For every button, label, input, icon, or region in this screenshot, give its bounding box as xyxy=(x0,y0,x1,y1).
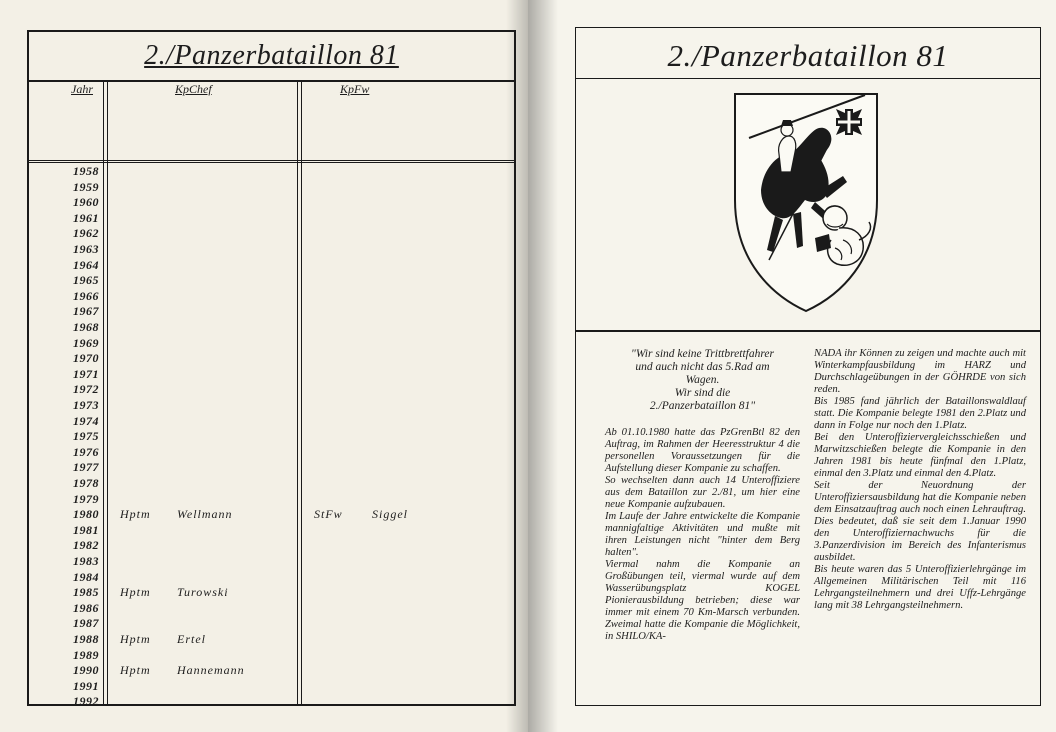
year-cell: 1979 xyxy=(73,491,99,506)
table-row xyxy=(29,601,514,617)
table-row xyxy=(29,460,514,476)
table-row xyxy=(29,445,514,461)
year-cell: 1968 xyxy=(73,320,99,334)
iron-cross-icon xyxy=(836,109,862,135)
quote-line: und auch nicht das 5.Rad am xyxy=(635,361,770,373)
table-row xyxy=(29,226,514,242)
chief-rank-cell: Hptm xyxy=(120,663,151,678)
year-cell: 1963 xyxy=(73,242,99,256)
header-company-sergeant: KpFw xyxy=(340,82,370,96)
table-row xyxy=(29,507,514,523)
table-row xyxy=(29,648,514,664)
year-cell: 1960 xyxy=(73,195,99,210)
year-cell: 1970 xyxy=(73,351,99,366)
table-row xyxy=(29,211,514,227)
paragraph: NADA ihr Können zu zeigen und machte auch mit Winterkampfausbildung im HARZ und Durchschlageübungen in der GÖHRDE von sich reden. xyxy=(814,348,1026,395)
table-row xyxy=(29,398,514,414)
paragraph: Bis 1985 fand jährlich der Bataillonswaldlauf statt. Die Kompanie belegte 1981 den 2.Platz und dann in Folge nur noch den 1.Platz. xyxy=(814,396,1026,431)
year-cell: 1987 xyxy=(73,616,99,631)
paragraph: Viermal nahm die Kompanie an Großübungen teil, viermal wurde auf dem Wasserübungsplatz KOGEL Pionierausbildung betrieben; diese war immer mit einem 70 Km-Marsch verbunden. Zweimal hatte die Kompanie die Möglichkeit, in SHILO/KA- xyxy=(605,559,800,642)
roster-title: 2./Panzerbataillon 81 xyxy=(144,40,399,71)
year-cell: 1984 xyxy=(73,569,99,584)
year-cell: 1975 xyxy=(73,429,99,444)
paragraph: So wechselten dann auch 14 Unteroffiziere aus dem Bataillon zur 2./81, um hier eine neue Kompanie aufzubauen. xyxy=(605,475,800,510)
table-row xyxy=(29,180,514,196)
roster-table xyxy=(27,30,516,709)
right-page xyxy=(528,0,1056,732)
header-year: Jahr xyxy=(71,82,93,96)
sergeant-name-cell: Siggel xyxy=(372,507,408,522)
year-cell: 1964 xyxy=(73,257,99,272)
table-row xyxy=(29,304,514,320)
page-gutter-shadow xyxy=(528,0,558,732)
year-cell: 1983 xyxy=(73,554,99,568)
table-row xyxy=(29,694,514,710)
year-cell: 1989 xyxy=(73,647,99,662)
table-row xyxy=(29,351,514,367)
table-row xyxy=(29,585,514,601)
table-row xyxy=(29,679,514,695)
quote-line: 2./Panzerbataillon 81" xyxy=(649,400,756,412)
table-row xyxy=(29,242,514,258)
text-column-left xyxy=(605,348,800,643)
year-cell: 1972 xyxy=(73,382,99,397)
table-row xyxy=(29,476,514,492)
chief-name-cell: Turowski xyxy=(177,585,229,600)
chief-name-cell: Ertel xyxy=(177,632,206,646)
paragraph: Ab 01.10.1980 hatte das PzGrenBtl 82 den Auftrag, im Rahmen der Heeresstruktur 4 die personellen Voraussetzungen für die Aufstellung dieser Kompanie zu schaffen. xyxy=(605,427,800,474)
year-cell: 1988 xyxy=(73,632,99,646)
table-row xyxy=(29,523,514,539)
year-cell: 1969 xyxy=(73,335,99,350)
year-cell: 1973 xyxy=(73,398,99,412)
chief-rank-cell: Hptm xyxy=(120,507,151,522)
table-row xyxy=(29,663,514,679)
chief-rank-cell: Hptm xyxy=(120,585,151,600)
chief-name-cell: Hannemann xyxy=(177,663,245,678)
year-cell: 1992 xyxy=(73,694,99,709)
header-company-chief: KpChef xyxy=(175,82,212,96)
table-row xyxy=(29,367,514,383)
chief-name-cell: Wellmann xyxy=(177,507,233,522)
table-row xyxy=(29,289,514,305)
motto-quote xyxy=(605,348,800,413)
table-row xyxy=(29,538,514,554)
year-cell: 1986 xyxy=(73,600,99,615)
year-cell: 1981 xyxy=(73,522,99,537)
table-row xyxy=(29,258,514,274)
chief-rank-cell: Hptm xyxy=(120,632,151,646)
year-cell: 1990 xyxy=(73,663,99,678)
sergeant-rank-cell: StFw xyxy=(314,507,343,522)
table-row xyxy=(29,616,514,632)
history-title: 2./Panzerbataillon 81 xyxy=(576,28,1040,79)
table-row xyxy=(29,336,514,352)
year-cell: 1985 xyxy=(73,585,99,600)
table-row xyxy=(29,195,514,211)
table-row xyxy=(29,429,514,445)
paragraph: Seit der Neuordnung der Unteroffiziersausbildung hat die Kompanie neben dem Einsatzauftrag auch noch einen Lehrauftrag. Dies bedeutet, daß sie seit dem 1.Januar 1990 den Unteroffiziernachwuchs für die 3.Panzerdivision im Bereich des Infanterismus ausbildet. xyxy=(814,480,1026,563)
table-row xyxy=(29,632,514,648)
year-cell: 1958 xyxy=(73,164,99,178)
coat-of-arms-icon xyxy=(731,90,881,315)
year-cell: 1976 xyxy=(73,444,99,459)
year-cell: 1977 xyxy=(73,460,99,475)
roster-title-row xyxy=(29,32,514,82)
year-cell: 1961 xyxy=(73,210,99,225)
year-cell: 1971 xyxy=(73,366,99,381)
paragraph: Im Laufe der Jahre entwickelte die Kompanie mannigfaltige Aktivitäten und mußte mit ihren Leistungen nicht "hinter dem Berg halten". xyxy=(605,511,800,558)
table-row xyxy=(29,164,514,180)
table-row xyxy=(29,570,514,586)
history-frame xyxy=(575,27,1041,706)
quote-line: Wagen. xyxy=(685,374,720,386)
year-cell: 1978 xyxy=(73,476,99,490)
table-row xyxy=(29,554,514,570)
year-cell: 1982 xyxy=(73,538,99,553)
paragraph: Bei den Unteroffiziervergleichsschießen und Marwitzschießen belegte die Kompanie in den Jahren 1981 bis heute fünfmal den 1.Platz, einmal den 3.Platz und einmal den 4.Platz. xyxy=(814,432,1026,479)
quote-line: Wir sind die xyxy=(674,387,731,399)
text-column-right xyxy=(814,348,1026,612)
table-row xyxy=(29,320,514,336)
table-row xyxy=(29,492,514,508)
paragraph: Bis heute waren das 5 Unteroffizierlehrgänge im Allgemeinen Militärischen Teil mit 116 Lehrgangsteilnehmern und drei Uffz-Lehrgänge lang mit 38 Lehrgangsteilnehmern. xyxy=(814,564,1026,611)
year-cell: 1974 xyxy=(73,413,99,428)
table-row xyxy=(29,414,514,430)
header-divider xyxy=(29,160,514,163)
year-cell: 1967 xyxy=(73,304,99,319)
year-cell: 1980 xyxy=(73,507,99,522)
year-cell: 1965 xyxy=(73,273,99,288)
crest-panel xyxy=(576,78,1040,332)
year-cell: 1991 xyxy=(73,678,99,693)
year-cell: 1962 xyxy=(73,226,99,241)
table-row xyxy=(29,382,514,398)
quote-line: "Wir sind keine Trittbrettfahrer xyxy=(631,348,774,360)
table-row xyxy=(29,273,514,289)
history-text xyxy=(576,330,1040,705)
year-cell: 1966 xyxy=(73,288,99,303)
year-cell: 1959 xyxy=(73,179,99,194)
